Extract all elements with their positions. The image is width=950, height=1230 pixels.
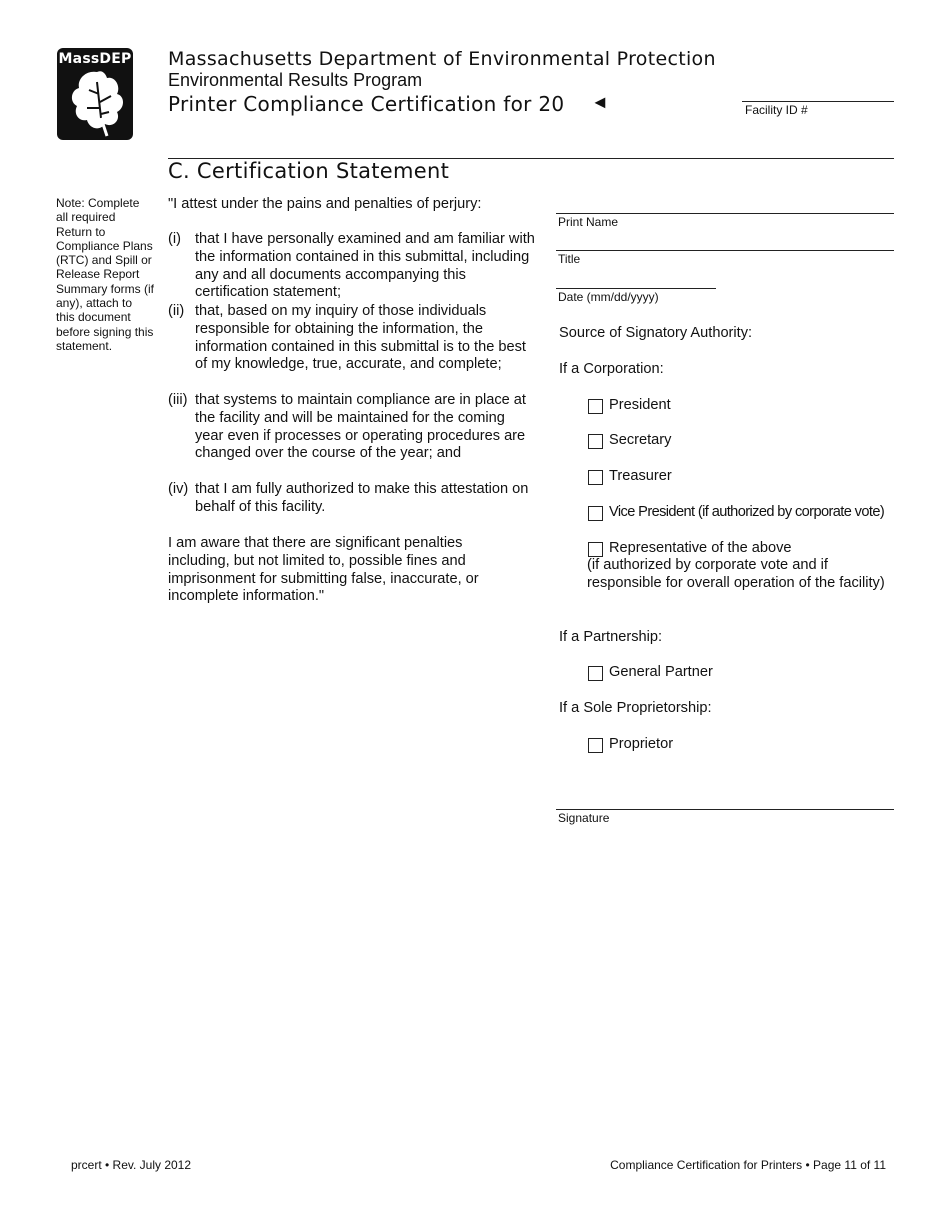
penalties-statement: I am aware that there are significant penalties including, but not limited to, possible fines and imprisonment for submitting false, inaccurate, or incomplete information." — [168, 535, 479, 605]
secretary-checkbox[interactable] — [588, 434, 603, 449]
partnership-heading: If a Partnership: — [559, 629, 663, 645]
proprietor-label: Proprietor — [609, 736, 674, 752]
date-field[interactable] — [556, 288, 716, 289]
side-note: Note: Complete all required Return to Compliance Plans (RTC) and Spill or Release Report Summary forms (if any), attach to this document before signing this statement. — [56, 196, 155, 353]
title-label: Title — [558, 252, 581, 266]
program-name: Environmental Results Program — [168, 70, 423, 90]
form-title: Printer Compliance Certification for 20 — [168, 92, 565, 116]
sole-proprietorship-heading: If a Sole Proprietorship: — [559, 700, 712, 716]
statement-intro: "I attest under the pains and penalties of perjury: — [168, 196, 482, 212]
facility-id-label: Facility ID # — [745, 103, 808, 117]
facility-id-field[interactable] — [742, 101, 894, 102]
treasurer-label: Treasurer — [609, 468, 672, 484]
corporation-heading: If a Corporation: — [559, 361, 664, 377]
print-name-label: Print Name — [558, 215, 619, 229]
item-number: (ii) — [168, 303, 185, 319]
secretary-label: Secretary — [609, 432, 672, 448]
item-text: that systems to maintain compliance are in place at the facility and will be maintained for the coming year even if processes or operating procedures are changed over the course of the year; and — [195, 392, 526, 462]
proprietor-checkbox[interactable] — [588, 738, 603, 753]
item-text: that, based on my inquiry of those individuals responsible for obtaining the information, the information contained in this submittal is to the best of my knowledge, true, accurate, and complete; — [195, 303, 526, 373]
item-text: that I am fully authorized to make this attestation on behalf of this facility. — [195, 481, 529, 515]
general-partner-checkbox[interactable] — [588, 666, 603, 681]
representative-checkbox[interactable] — [588, 542, 603, 557]
footer-revision: prcert • Rev. July 2012 — [71, 1158, 192, 1172]
title-field[interactable] — [556, 250, 894, 251]
signature-field[interactable] — [556, 809, 894, 810]
item-text: that I have personally examined and am familiar with the information contained in this submittal, including any and all documents accompanying this certification statement; — [195, 231, 535, 301]
arrow-left-icon: ◄ — [591, 92, 609, 112]
agency-name: Massachusetts Department of Environmental Protection — [168, 48, 716, 70]
representative-label: Representative of the above — [609, 540, 792, 556]
signature-label: Signature — [558, 811, 610, 825]
section-title: C. Certification Statement — [168, 159, 450, 183]
general-partner-label: General Partner — [609, 664, 713, 680]
footer-page-info: Compliance Certification for Printers • Page 11 of 11 — [610, 1158, 886, 1172]
vice-president-checkbox[interactable] — [588, 506, 603, 521]
treasurer-checkbox[interactable] — [588, 470, 603, 485]
date-label: Date (mm/dd/yyyy) — [558, 290, 659, 304]
massdep-logo — [57, 48, 133, 140]
president-label: President — [609, 397, 671, 413]
item-number: (iii) — [168, 392, 188, 408]
signatory-authority-heading: Source of Signatory Authority: — [559, 325, 753, 341]
print-name-field[interactable] — [556, 213, 894, 214]
vice-president-label: Vice President (if authorized by corporate vote) — [609, 504, 885, 520]
president-checkbox[interactable] — [588, 399, 603, 414]
logo-text: MassDEP — [58, 51, 132, 67]
item-number: (iv) — [168, 481, 189, 497]
representative-note: (if authorized by corporate vote and if responsible for overall operation of the facility) — [587, 557, 885, 591]
item-number: (i) — [168, 231, 181, 247]
